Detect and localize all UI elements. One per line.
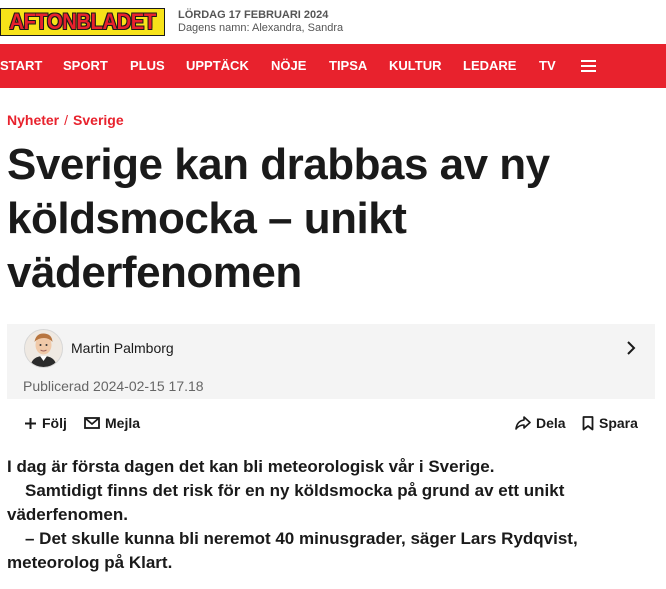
paragraph-1: I dag är första dagen det kan bli meteorologisk vår i Sverige. <box>7 457 495 476</box>
save-label: Spara <box>599 415 638 431</box>
chevron-right-icon[interactable] <box>624 340 638 356</box>
nav-item-upptack[interactable]: UPPTÄCK <box>186 58 249 73</box>
nav-item-noje[interactable]: NÖJE <box>271 58 307 73</box>
nav-item-ledare[interactable]: LEDARE <box>463 58 517 73</box>
breadcrumb-separator: / <box>64 112 69 128</box>
author-avatar[interactable] <box>24 329 63 368</box>
author-portrait-icon <box>25 330 62 367</box>
paragraph-2: Samtidigt finns det risk för en ny köldsmocka på grund av ett unikt väderfenomen. <box>7 481 565 524</box>
share-label: Dela <box>536 415 566 431</box>
top-bar <box>0 0 666 44</box>
share-button[interactable] <box>515 415 566 431</box>
follow-button[interactable] <box>24 415 67 431</box>
hamburger-icon[interactable] <box>581 60 596 72</box>
logo-text: AFTONBLADET <box>9 9 156 34</box>
breadcrumb <box>7 112 124 128</box>
main-nav <box>0 44 666 88</box>
paragraph-3: – Det skulle kunna bli neremot 40 minusgrader, säger Lars Rydqvist, meteorolog på Klart. <box>7 529 578 572</box>
mail-icon <box>84 417 100 429</box>
article-actions <box>0 412 666 436</box>
breadcrumb-nyheter[interactable]: Nyheter <box>7 112 60 128</box>
email-label: Mejla <box>105 415 141 431</box>
nav-item-sport[interactable]: SPORT <box>63 58 108 73</box>
byline-box <box>7 324 655 399</box>
plus-icon <box>24 417 37 430</box>
nav-item-plus[interactable]: PLUS <box>130 58 165 73</box>
nav-item-start[interactable]: START <box>0 58 43 73</box>
nav-item-tv[interactable]: TV <box>539 58 556 73</box>
nav-item-kultur[interactable]: KULTUR <box>389 58 442 73</box>
share-icon <box>515 416 531 430</box>
article-headline: Sverige kan drabbas av ny köldsmocka – unikt väderfenomen <box>7 140 550 297</box>
name-day: Dagens namn: Alexandra, Sandra <box>178 22 344 34</box>
published-timestamp: Publicerad 2024-02-15 17.18 <box>23 378 204 394</box>
aftonbladet-logo[interactable] <box>0 8 165 36</box>
bookmark-icon <box>582 416 594 431</box>
current-date: LÖRDAG 17 FEBRUARI 2024 <box>178 9 329 21</box>
save-button[interactable] <box>582 415 638 431</box>
email-button[interactable] <box>84 415 140 431</box>
follow-label: Följ <box>42 415 67 431</box>
article-body <box>7 455 647 575</box>
nav-item-tipsa[interactable]: TIPSA <box>329 58 368 73</box>
author-name[interactable]: Martin Palmborg <box>71 340 174 356</box>
breadcrumb-sverige[interactable]: Sverige <box>73 112 124 128</box>
